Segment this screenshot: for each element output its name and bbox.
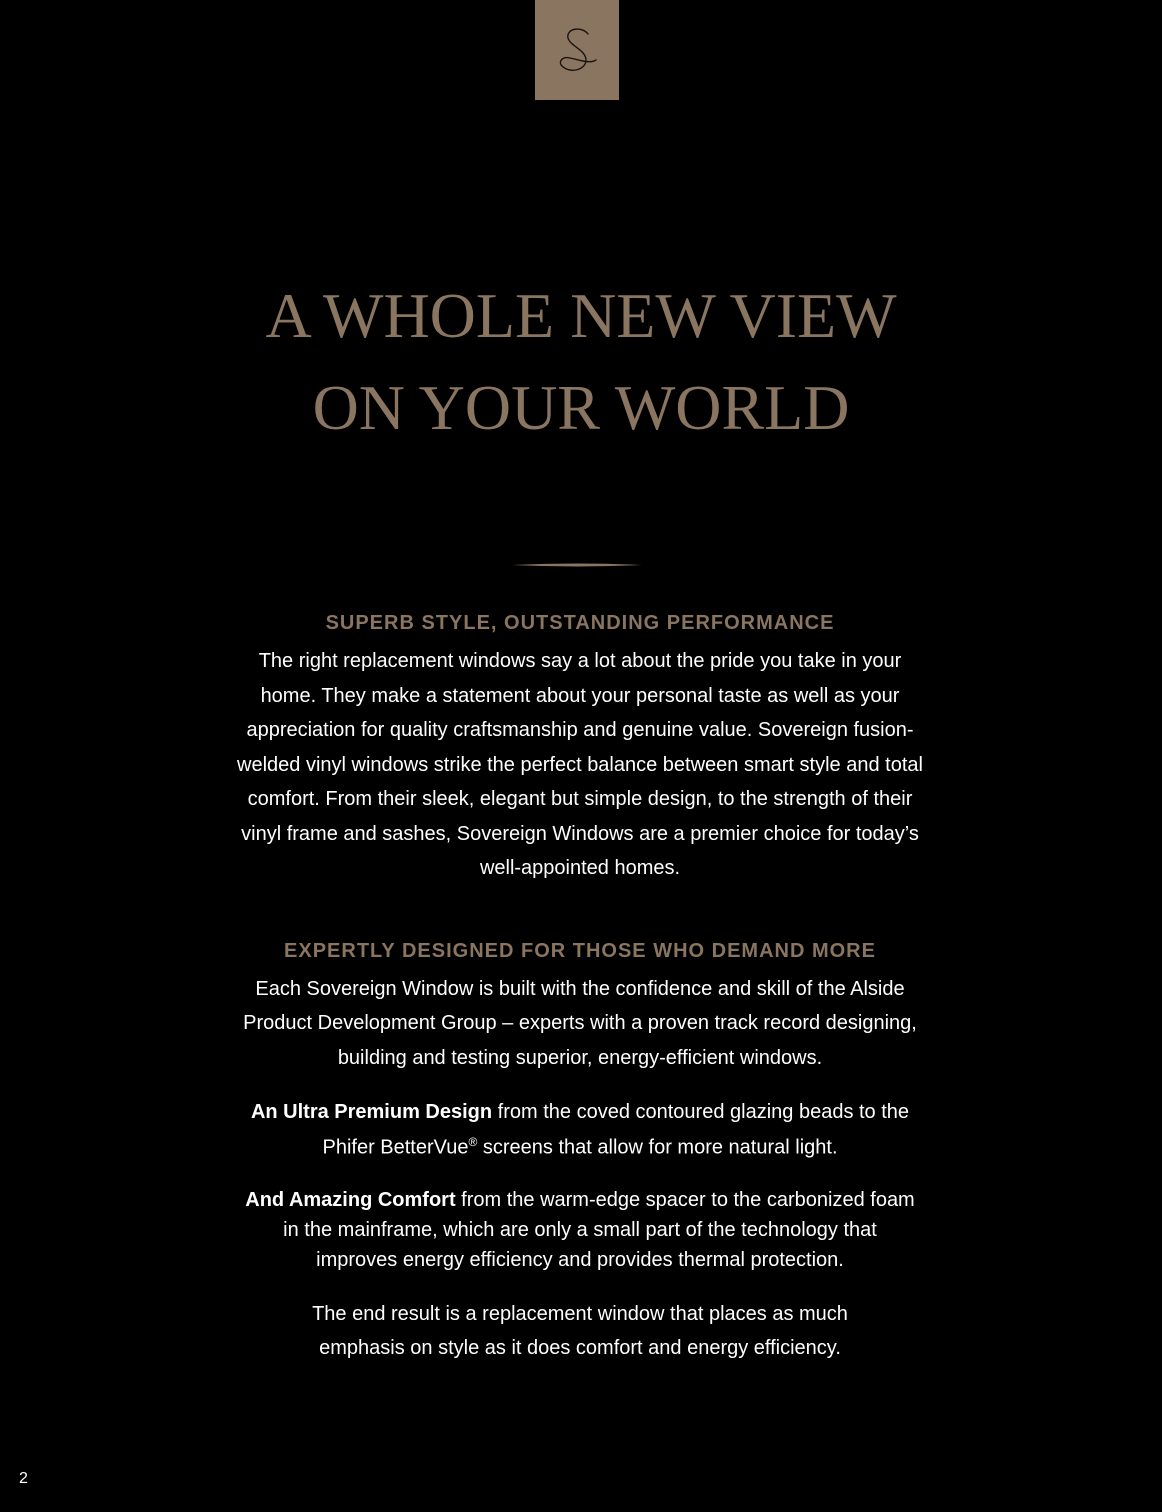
- script-s-monogram-icon: [552, 20, 602, 80]
- comfort-paragraph: [240, 1185, 920, 1275]
- logo-tab: [535, 0, 619, 100]
- ornamental-divider: [512, 560, 642, 570]
- section-heading: EXPERTLY DESIGNED FOR THOSE WHO DEMAND MORE: [284, 939, 876, 962]
- design-paragraph: [250, 1097, 910, 1163]
- section-body: The right replacement windows say a lot about the pride you take in your home. They make a statement about your personal taste as well as your appreciation for quality craftsmanship and genuine value. Sovereign fusion-welded vinyl windows strike the perfect balance between smart style and total comfort. From their sleek, elegant but simple design, to the strength of their vinyl frame and sashes, Sovereign Windows are a premier choice for today’s well-appointed homes.: [237, 650, 923, 879]
- page-number: 2: [19, 1470, 28, 1487]
- registered-mark: ®: [468, 1135, 478, 1149]
- section-heading: SUPERB STYLE, OUTSTANDING PERFORMANCE: [325, 612, 835, 634]
- page-headline: [0, 270, 1162, 454]
- section-style-performance: [200, 608, 960, 886]
- comfort-lead: And Amazing Comfort: [245, 1188, 456, 1211]
- design-text-a: from the coved contoured glazing beads to the Phifer BetterVue: [322, 1101, 910, 1159]
- main-content: [200, 608, 960, 1366]
- comfort-text: from the warm-edge spacer to the carbonized foam in the mainframe, which are only a small part of the technology that improves energy efficiency and provides thermal protection.: [283, 1188, 915, 1271]
- closing-paragraph: The end result is a replacement window that places as much emphasis on style as it does comfort and energy efficiency.: [312, 1302, 848, 1360]
- headline-line-1: A WHOLE NEW VIEW: [265, 280, 897, 351]
- design-lead: An Ultra Premium Design: [250, 1101, 493, 1123]
- section-expertly-designed: [200, 936, 960, 1366]
- section-intro: Each Sovereign Window is built with the confidence and skill of the Alside Product Development Group – experts with a proven track record designing, building and testing superior, energy-efficient windows.: [243, 977, 917, 1069]
- design-text-b: screens that allow for more natural light.: [477, 1136, 838, 1159]
- headline-line-2: ON YOUR WORLD: [312, 372, 850, 443]
